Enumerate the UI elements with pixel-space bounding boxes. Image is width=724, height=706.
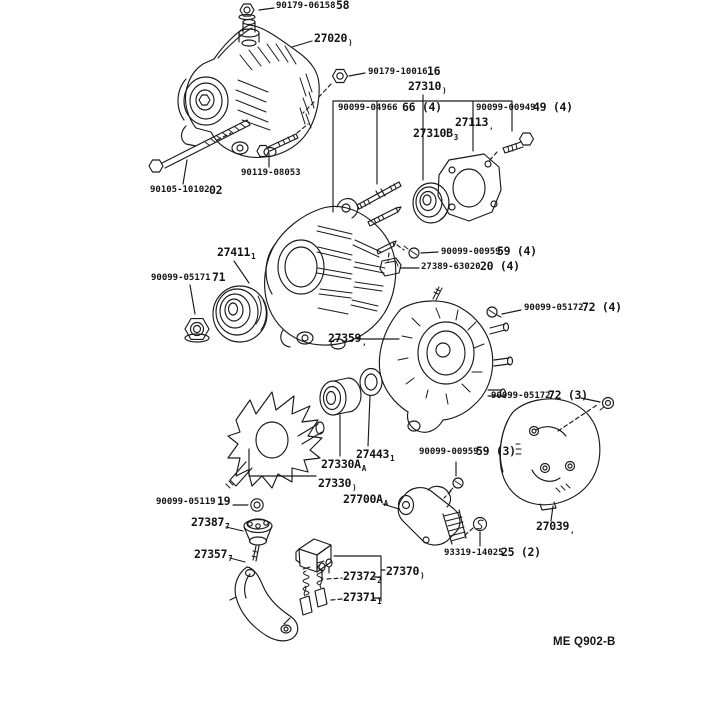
callout-72-3: 72 (3) — [548, 388, 588, 402]
cap-27387-icon — [244, 519, 272, 561]
screw-90099-05172-b-icon — [600, 398, 614, 411]
stud-bolts-66-icon — [357, 182, 401, 254]
pulley-27411-icon — [213, 286, 267, 342]
part-label-27371: $27371_1$ — [343, 590, 382, 606]
callout-16: 16 — [427, 64, 441, 78]
retainer-plate-27113-icon — [438, 154, 501, 221]
part-label-27387: $27387_7$ — [191, 515, 230, 531]
nut-90099-05171-icon — [185, 319, 209, 342]
part-label-27310B: $27310B_3$ — [413, 126, 458, 142]
part-label-27359: $27359_,$ — [328, 331, 367, 347]
stator-assembly-art — [265, 199, 396, 349]
part-number-90119-08053: 90119-08053 — [241, 168, 301, 178]
callout-02: 02 — [209, 183, 223, 197]
callout-66-4: 66 (4) — [402, 100, 442, 114]
part-number-90179-10016: 90179-10016 — [368, 67, 428, 77]
part-label-27330: $27330_)$ — [318, 476, 357, 492]
callout-59-3: 59 (3) — [476, 444, 516, 458]
callout-49-4: 49 (4) — [533, 100, 573, 114]
screw-90099-00959-icon — [404, 246, 419, 258]
alternator-assembly-art — [178, 20, 319, 158]
part-label-27113: $27113_,$ — [455, 115, 494, 131]
part-label-27700A: $27700A_A$ — [343, 492, 388, 508]
part-number-90099-00959: 90099-00959 — [441, 247, 501, 257]
part-number-90099-00949: 90099-00949 — [476, 103, 536, 113]
callout-72-4: 72 (4) — [582, 300, 622, 314]
part-label-27411: $27411_1$ — [217, 245, 256, 261]
screw-90099-05172-a-icon — [487, 307, 501, 317]
callout-58: 58 — [336, 0, 350, 12]
part-label-27443: $27443_1$ — [356, 447, 395, 463]
part-number-90099-00959-b: 90099-00959 — [419, 447, 479, 457]
screw-90099-00959-b-icon — [450, 478, 463, 491]
front-bracket-27359-art — [379, 287, 512, 432]
bolt-90105-10102-icon — [149, 120, 250, 172]
part-number-90099-05172-a: 90099-05172 — [524, 303, 584, 313]
part-label-27020: $27020_)$ — [314, 31, 353, 47]
part-label-27357: $27357_7$ — [194, 547, 233, 563]
holder-27357-art — [230, 567, 298, 641]
terminal-27389-63020-icon — [380, 258, 401, 276]
bolt-90119-08053-icon — [257, 134, 298, 157]
part-number-90105-10102: 90105-10102 — [150, 185, 210, 195]
rectifier-box-icon — [296, 539, 332, 577]
part-label-27330A: $27330A_A$ — [321, 457, 366, 473]
washer-90099-05119-icon — [251, 499, 263, 511]
part-label-27039: $27039_,$ — [536, 519, 575, 535]
callout-25-2: 25 (2) — [501, 545, 541, 559]
part-number-90099-04966: 90099-04966 — [338, 103, 398, 113]
callout-71: 71 — [212, 270, 226, 284]
part-number-27389-63020: 27389-63020 — [421, 262, 481, 272]
brush-spring-icons — [300, 561, 327, 615]
regulator-27700A-art — [398, 486, 466, 545]
bearing-27330A-icon — [320, 378, 361, 415]
part-number-90179-06158: 90179-06158 — [276, 1, 336, 11]
callout-20-4: 20 (4) — [480, 259, 520, 273]
rotor-27330-art — [226, 392, 324, 488]
callout-19: 19 — [217, 494, 231, 508]
bearing-27310B-icon — [413, 183, 449, 223]
bolt-90099-00949-icon — [503, 133, 534, 153]
callout-59-4: 59 (4) — [497, 244, 537, 258]
part-number-90099-05171: 90099-05171 — [151, 273, 211, 283]
part-number-93319-14025: 93319-14025 — [444, 548, 504, 558]
nut-90179-10016-icon — [333, 70, 348, 83]
seal-27443-icon — [360, 369, 382, 396]
drawing-code: ME Q902-B — [553, 636, 616, 648]
part-label-27370: $27370_)$ — [386, 564, 425, 580]
nut-90179-06158-icon — [239, 4, 255, 20]
part-label-27310: $27310_)$ — [408, 79, 447, 95]
part-number-90099-05172-b: 90099-05172 — [491, 391, 551, 401]
screw-93319-14025-icon — [474, 518, 487, 531]
part-number-90099-05119: 90099-05119 — [156, 497, 216, 507]
part-label-27372: $27372_2$ — [343, 569, 382, 585]
